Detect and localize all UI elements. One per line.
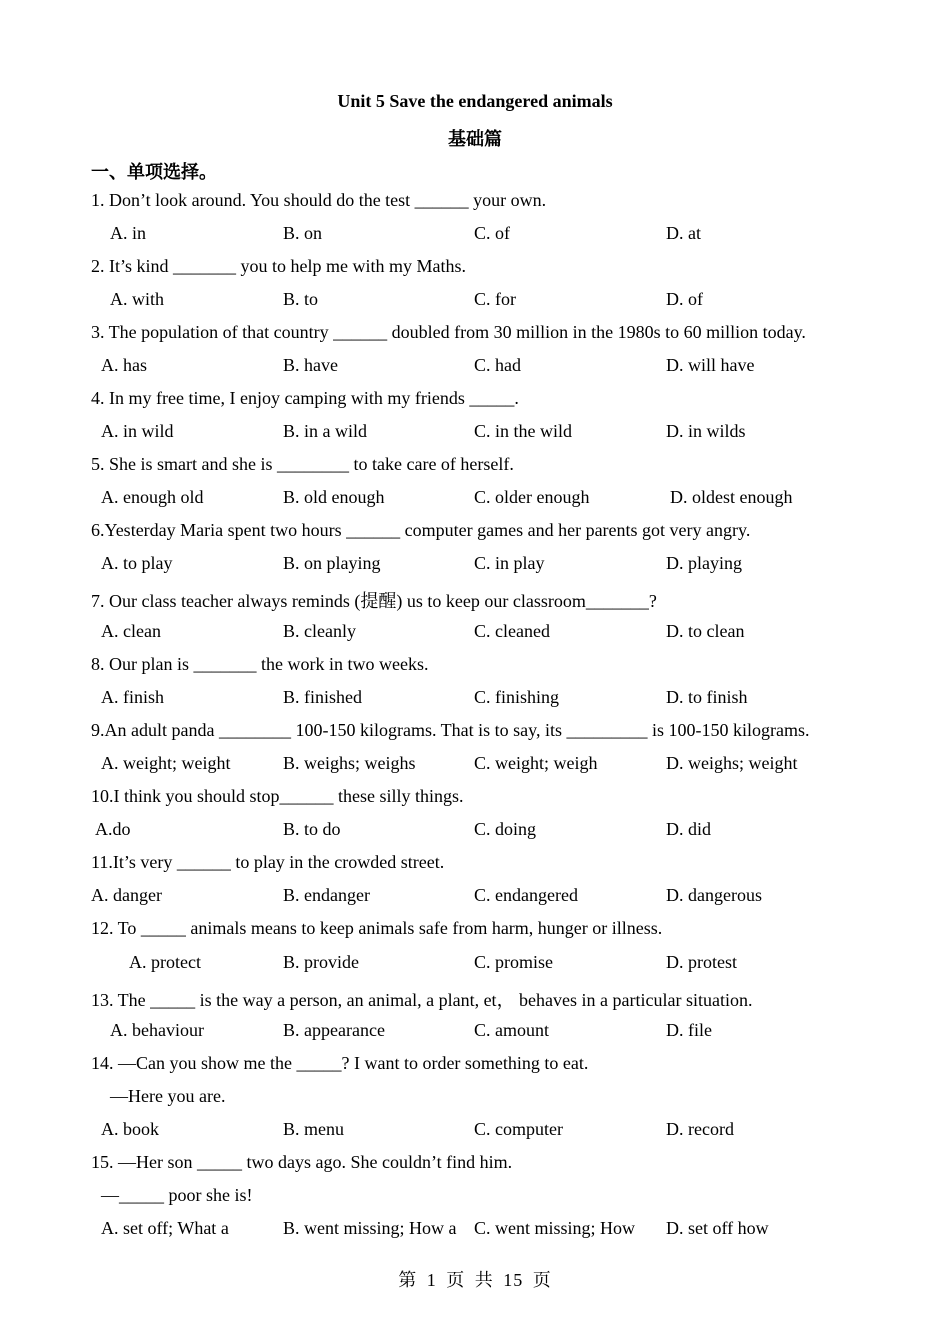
option-a: A. weight; weight bbox=[101, 753, 231, 773]
option-c: C. cleaned bbox=[474, 621, 550, 641]
page-subtitle: 基础篇 bbox=[448, 129, 502, 149]
question-stem: 10.I think you should stop______ these silly things. bbox=[91, 786, 464, 806]
footer-prefix: 第 bbox=[398, 1270, 418, 1290]
option-d: D. to clean bbox=[666, 621, 745, 641]
option-a: A. to play bbox=[101, 553, 173, 573]
option-b: B. to do bbox=[283, 819, 341, 839]
option-a: A. protect bbox=[129, 952, 201, 972]
option-b: B. finished bbox=[283, 687, 362, 707]
option-d: D. to finish bbox=[666, 687, 748, 707]
option-b: B. endanger bbox=[283, 885, 370, 905]
option-b: B. menu bbox=[283, 1119, 344, 1139]
question-stem: 13. The _____ is the way a person, an animal, a plant, et， behaves in a particular situation. bbox=[91, 990, 753, 1010]
question-stem: 7. Our class teacher always reminds (提醒) us to keep our classroom_______? bbox=[91, 591, 657, 611]
option-a: A. in bbox=[110, 223, 146, 243]
option-d: D. oldest enough bbox=[670, 487, 793, 507]
option-b: B. appearance bbox=[283, 1020, 385, 1040]
option-a: A. danger bbox=[91, 885, 162, 905]
option-b: B. to bbox=[283, 289, 319, 309]
option-d: D. will have bbox=[666, 355, 755, 375]
option-c: C. amount bbox=[474, 1020, 549, 1040]
question-reply: —Here you are. bbox=[110, 1086, 226, 1106]
option-a: A. set off; What a bbox=[101, 1218, 229, 1238]
question-reply: —_____ poor she is! bbox=[101, 1185, 253, 1205]
question-stem: 5. She is smart and she is ________ to take care of herself. bbox=[91, 454, 514, 474]
option-c: C. of bbox=[474, 223, 510, 243]
option-d: D. weighs; weight bbox=[666, 753, 798, 773]
option-c: C. endangered bbox=[474, 885, 578, 905]
option-a: A. behaviour bbox=[110, 1020, 204, 1040]
option-b: B. on playing bbox=[283, 553, 381, 573]
question-stem: 9.An adult panda ________ 100-150 kilograms. That is to say, its _________ is 100-150 kilograms. bbox=[91, 720, 810, 740]
option-c: C. weight; weigh bbox=[474, 753, 598, 773]
option-a: A. book bbox=[101, 1119, 159, 1139]
option-a: A.do bbox=[95, 819, 131, 839]
question-stem: 12. To _____ animals means to keep animals safe from harm, hunger or illness. bbox=[91, 918, 663, 938]
question-stem: 1. Don’t look around. You should do the test ______ your own. bbox=[91, 190, 547, 210]
question-stem: 4. In my free time, I enjoy camping with my friends _____. bbox=[91, 388, 519, 408]
option-b: B. went missing; How a bbox=[283, 1218, 457, 1238]
option-b: B. cleanly bbox=[283, 621, 356, 641]
option-a: A. in wild bbox=[101, 421, 174, 441]
option-d: D. in wilds bbox=[666, 421, 746, 441]
option-c: C. in the wild bbox=[474, 421, 572, 441]
option-c: C. computer bbox=[474, 1119, 563, 1139]
question-stem: 3. The population of that country ______ doubled from 30 million in the 1980s to 60 million today. bbox=[91, 322, 806, 342]
option-d: D. did bbox=[666, 819, 711, 839]
option-a: A. with bbox=[110, 289, 164, 309]
option-d: D. playing bbox=[666, 553, 742, 573]
footer-suffix: 页 bbox=[532, 1270, 552, 1290]
option-a: A. finish bbox=[101, 687, 164, 707]
question-stem: 15. —Her son _____ two days ago. She couldn’t find him. bbox=[91, 1152, 513, 1172]
option-b: B. provide bbox=[283, 952, 359, 972]
option-d: D. protest bbox=[666, 952, 737, 972]
question-stem: 6.Yesterday Maria spent two hours ______ computer games and her parents got very angry. bbox=[91, 520, 751, 540]
option-d: D. set off how bbox=[666, 1218, 769, 1238]
question-stem: 11.It’s very ______ to play in the crowded street. bbox=[91, 852, 445, 872]
option-d: D. file bbox=[666, 1020, 712, 1040]
option-a: A. clean bbox=[101, 621, 161, 641]
option-a: A. enough old bbox=[101, 487, 204, 507]
footer-total-label: 共 bbox=[474, 1270, 494, 1290]
page-footer bbox=[0, 1266, 950, 1292]
option-b: B. in a wild bbox=[283, 421, 367, 441]
option-b: B. on bbox=[283, 223, 323, 243]
option-b: B. weighs; weighs bbox=[283, 753, 416, 773]
option-c: C. went missing; How bbox=[474, 1218, 636, 1238]
page-number: 1 bbox=[426, 1270, 437, 1290]
option-c: C. promise bbox=[474, 952, 553, 972]
option-d: D. dangerous bbox=[666, 885, 762, 905]
option-a: A. has bbox=[101, 355, 147, 375]
question-stem: 8. Our plan is _______ the work in two weeks. bbox=[91, 654, 429, 674]
option-d: D. at bbox=[666, 223, 701, 243]
option-c: C. had bbox=[474, 355, 521, 375]
total-pages: 15 bbox=[503, 1270, 524, 1290]
question-stem: 14. —Can you show me the _____? I want to order something to eat. bbox=[91, 1053, 589, 1073]
option-b: B. have bbox=[283, 355, 338, 375]
option-c: C. doing bbox=[474, 819, 537, 839]
option-d: D. record bbox=[666, 1119, 734, 1139]
option-c: C. in play bbox=[474, 553, 545, 573]
page-title: Unit 5 Save the endangered animals bbox=[337, 91, 613, 111]
option-b: B. old enough bbox=[283, 487, 385, 507]
section-heading: 一、单项选择。 bbox=[91, 162, 217, 182]
option-d: D. of bbox=[666, 289, 703, 309]
option-c: C. for bbox=[474, 289, 516, 309]
question-stem: 2. It’s kind _______ you to help me with my Maths. bbox=[91, 256, 466, 276]
option-c: C. finishing bbox=[474, 687, 560, 707]
footer-page-label: 页 bbox=[446, 1270, 466, 1290]
option-c: C. older enough bbox=[474, 487, 590, 507]
